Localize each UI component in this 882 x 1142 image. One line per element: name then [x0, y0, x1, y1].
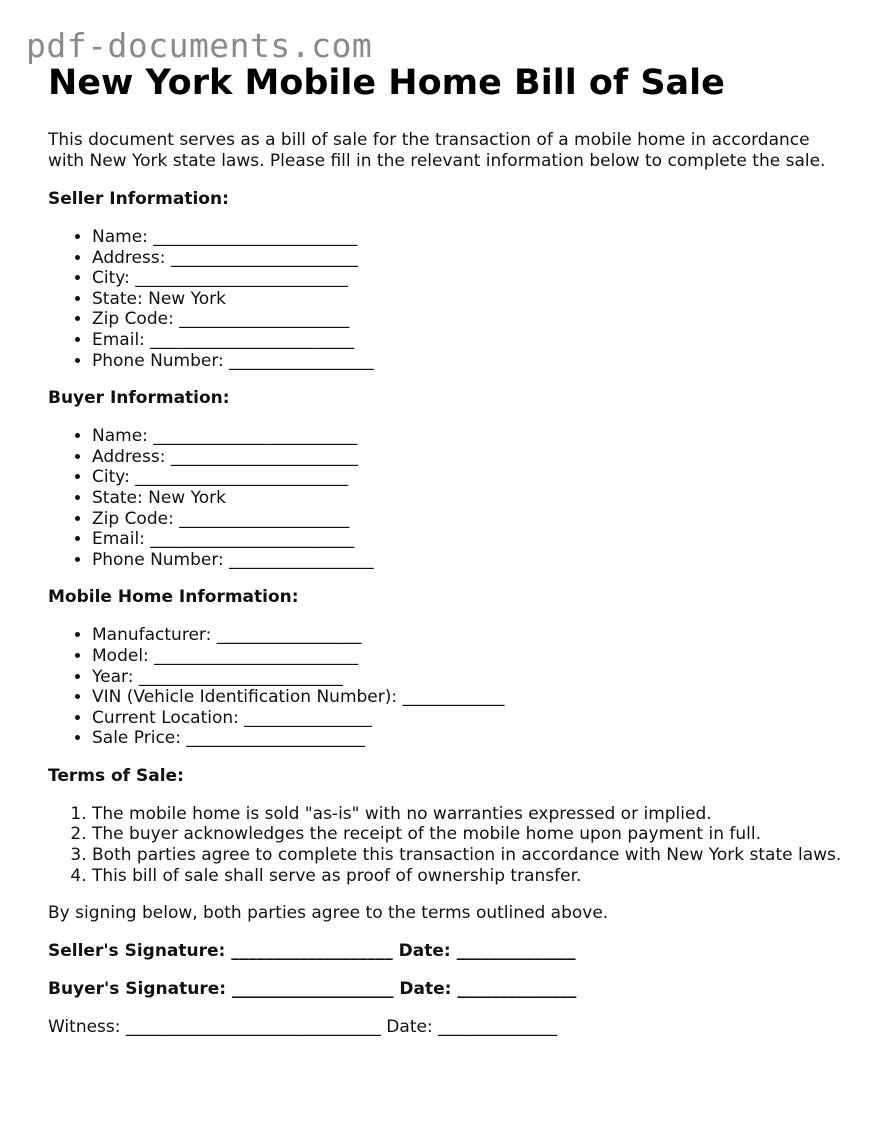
agreement-statement: By signing below, both parties agree to the terms outlined above.: [48, 903, 609, 924]
term-item: 4. This bill of sale shall serve as proof of ownership transfer.: [92, 866, 848, 887]
seller-city-field: • City: _________________________: [92, 268, 848, 289]
document-body: [48, 60, 848, 1038]
year-field: • Year: ________________________: [92, 667, 848, 688]
seller-zip-field: • Zip Code: ____________________: [92, 309, 848, 330]
seller-email-field: • Email: ________________________: [92, 330, 848, 351]
seller-signature-line: Seller's Signature: ___________________ Date: ______________: [48, 941, 576, 962]
buyer-phone-field: • Phone Number: _________________: [92, 550, 848, 571]
term-item: 2. The buyer acknowledges the receipt of the mobile home upon payment in full.: [92, 824, 848, 845]
buyer-state-field: • State: New York: [92, 488, 848, 509]
mobile-home-information-heading: Mobile Home Information:: [48, 587, 299, 608]
seller-information-heading: Seller Information:: [48, 189, 229, 209]
seller-fields-list: [48, 227, 848, 371]
buyer-address-field: • Address: ______________________: [92, 447, 848, 468]
buyer-signature-line: Buyer's Signature: ___________________ Date: ______________: [48, 979, 577, 1000]
terms-list: [48, 804, 848, 886]
seller-phone-field: • Phone Number: _________________: [92, 351, 848, 372]
vin-field: • VIN (Vehicle Identification Number): ____________: [92, 687, 848, 708]
seller-state-field: • State: New York: [92, 289, 848, 310]
witness-signature-line: Witness: ______________________________ Date: ______________: [48, 1017, 558, 1038]
current-location-field: • Current Location: _______________: [92, 708, 848, 729]
seller-address-field: • Address: ______________________: [92, 248, 848, 269]
mobile-home-fields-list: [48, 625, 848, 749]
buyer-information-heading: Buyer Information:: [48, 388, 230, 409]
manufacturer-field: • Manufacturer: _________________: [92, 625, 848, 646]
buyer-email-field: • Email: ________________________: [92, 529, 848, 550]
watermark: pdf-documents.com: [26, 26, 373, 65]
sale-price-field: • Sale Price: _____________________: [92, 728, 848, 749]
intro-paragraph: This document serves as a bill of sale for the transaction of a mobile home in accordance with New York state laws. Please fill in the relevant information below to complete the sale.: [48, 130, 826, 171]
buyer-zip-field: • Zip Code: ____________________: [92, 509, 848, 530]
term-item: 1. The mobile home is sold "as-is" with no warranties expressed or implied.: [92, 804, 848, 825]
model-field: • Model: ________________________: [92, 646, 848, 667]
terms-of-sale-heading: Terms of Sale:: [48, 765, 184, 786]
buyer-city-field: • City: _________________________: [92, 467, 848, 488]
document-title: New York Mobile Home Bill of Sale: [48, 63, 725, 103]
buyer-name-field: • Name: ________________________: [92, 426, 848, 447]
seller-name-field: • Name: ________________________: [92, 227, 848, 248]
buyer-fields-list: [48, 426, 848, 570]
term-item: 3. Both parties agree to complete this transaction in accordance with New York state laws.: [92, 845, 848, 866]
